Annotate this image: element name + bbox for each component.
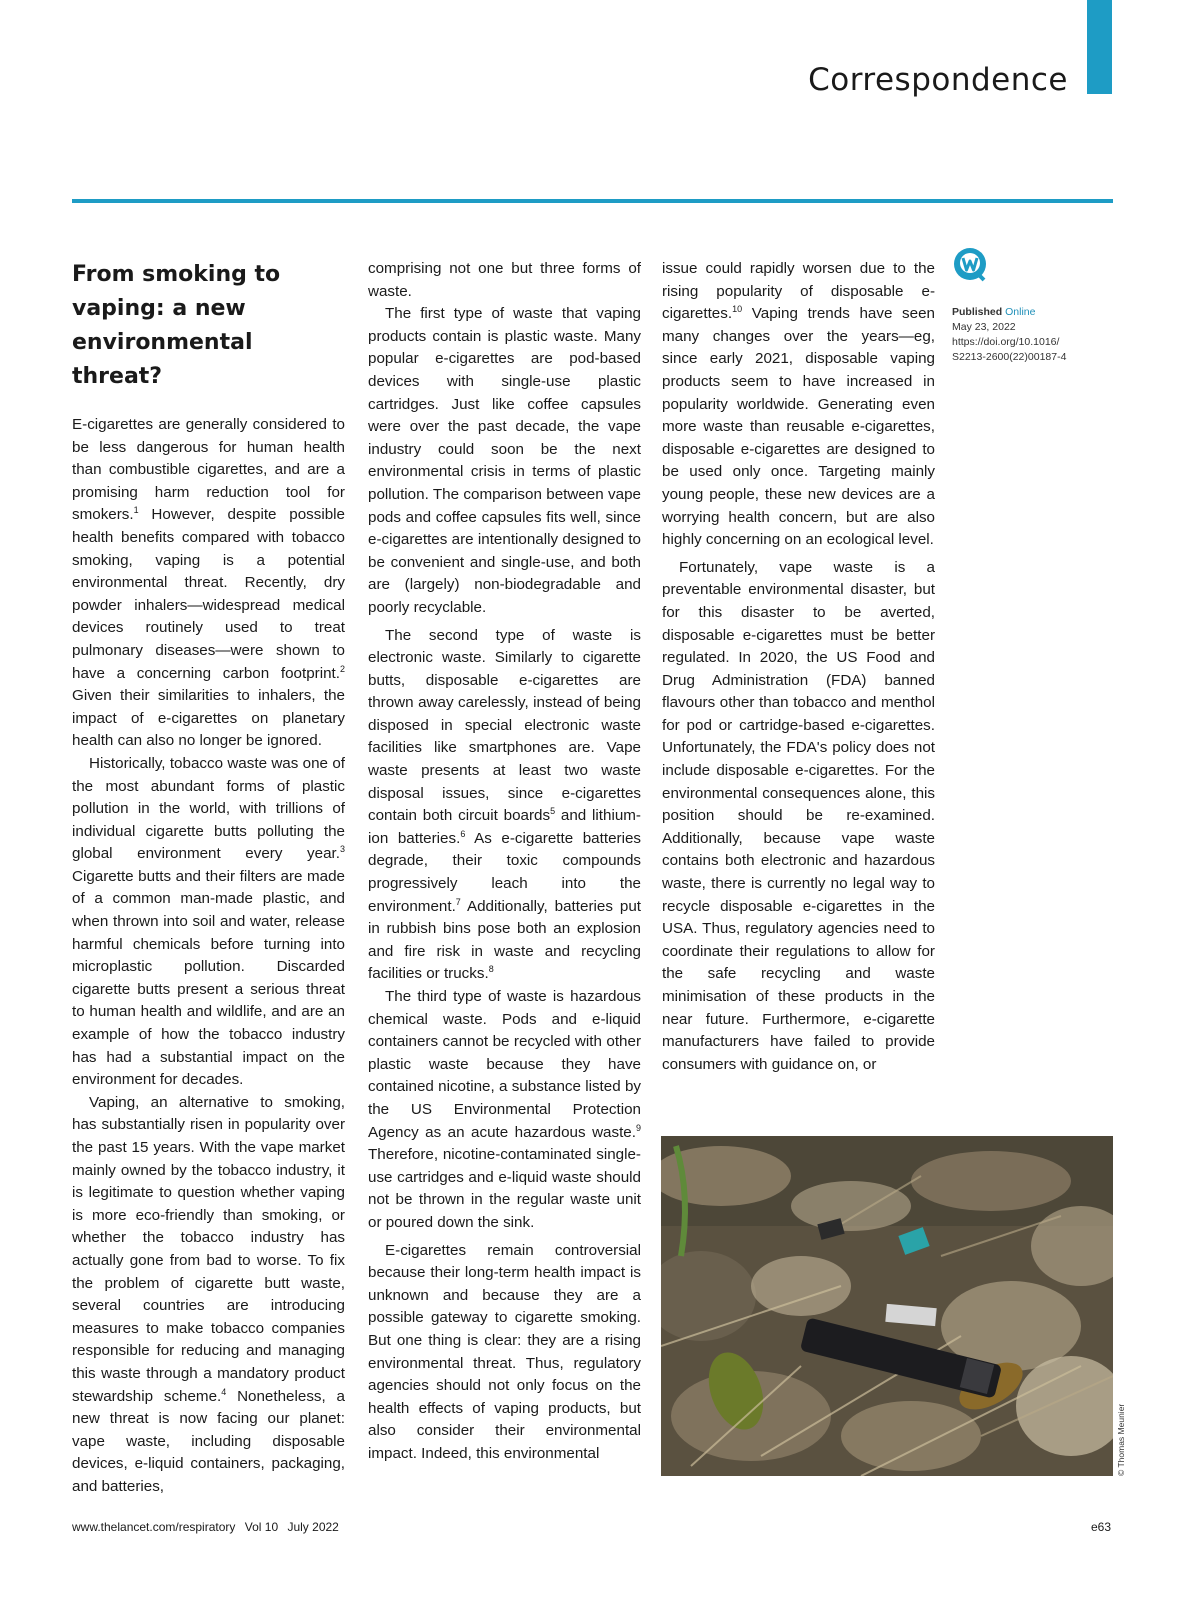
- paragraph: The second type of waste is electronic waste. Similarly to cigarette butts, disposable e-cigarettes are thrown away carelessly, instead of being disposed in special electronic waste facilities like smartphones are. Vape waste presents at least two waste disposal issues, since e-cigarettes contain both circuit boards$^5$ and lithium-ion batteries.$^6$ As e-cigarette batteries degrade, their toxic compounds progressively leach into the environment.$^7$ Additionally, batteries put in rubbish bins pose both an explosion and fire risk in waste and recycling facilities or trucks.$^8$: [368, 626, 641, 983]
- paragraph: E-cigarettes remain controversial because their long-term health impact is unknown and because they are a possible gateway to cigarette smoking. But one thing is clear: they are a rising environmental threat. Thus, regulatory agencies should not only focus on the health effects of vaping products, but also consider their environmental impact. Indeed, this environmental: [368, 1241, 641, 1462]
- title-line-1: From smoking to: [72, 262, 281, 287]
- paragraph: Vaping, an alternative to smoking, has substantially risen in popularity over the past 15 years. With the vape market mainly owned by the tobacco industry, it is legitimate to question whether vaping is more eco-friendly than smoking, or whether the tobacco industry has actually gone from bad to worse. To fix the problem of cigarette butt waste, several countries are introducing measures to make tobacco companies responsible for reducing and managing this waste through a mandatory product stewardship scheme.$^4$ Nonetheless, a new threat is now facing our planet: vape waste, including disposable devices, e-liquid containers, packaging, and batteries,: [72, 1093, 345, 1495]
- online-link[interactable]: Online: [1005, 306, 1036, 318]
- journal-url[interactable]: www.thelancet.com/respiratory: [72, 1520, 236, 1534]
- paragraph: E-cigarettes are generally considered to be less dangerous for human health than combustible cigarettes, and are a promising harm reduction tool for smokers.$^1$ However, despite possible health benefits compared with tobacco smoking, vaping is a potential environmental threat. Recently, dry powder inhalers—widespread medical devices routinely used to treat pulmonary diseases—were shown to have a concerning carbon footprint.$^2$ Given their similarities to inhalers, the impact of e-cigarettes on planetary health can also no longer be ignored.: [72, 416, 345, 750]
- title-line-3: environmental threat?: [72, 330, 253, 389]
- page-number: e63: [1090, 1520, 1111, 1534]
- reference-mark: 2: [339, 663, 345, 674]
- volume: Vol 10: [244, 1520, 279, 1534]
- doi-id: S2213-2600(22)00187-4: [952, 351, 1067, 363]
- vape-waste-photo: [661, 1136, 1113, 1476]
- title-line-2: vaping: a new: [72, 296, 246, 321]
- reference-mark: 6: [460, 828, 466, 839]
- reference-mark: 10: [732, 304, 743, 315]
- crossmark-icon[interactable]: [952, 246, 988, 282]
- paragraph: comprising not one but three forms of waste.: [368, 260, 641, 300]
- column-2: [368, 258, 641, 1465]
- doi-link[interactable]: https://doi.org/10.1016/: [952, 336, 1060, 348]
- section-tab-bar: [1087, 0, 1112, 94]
- reference-mark: 4: [221, 1386, 227, 1397]
- column-3: [662, 258, 935, 1076]
- published-label: Published: [952, 306, 1003, 318]
- article-title: [72, 258, 345, 394]
- footer-citation: [72, 1520, 345, 1534]
- publication-date: May 23, 2022: [952, 321, 1016, 333]
- reference-mark: 8: [488, 964, 494, 975]
- publication-info: [952, 305, 1092, 365]
- paragraph: The third type of waste is hazardous chemical waste. Pods and e-liquid containers cannot be recycled with other plastic waste because they have contained nicotine, a substance listed by the US Environmental Protection Agency as an acute hazardous waste.$^9$ Therefore, nicotine-contaminated single-use cartridges and e-liquid waste should not be thrown in the regular waste unit or poured down the sink.: [368, 988, 641, 1231]
- photo-credit: © Thomas Meunier: [1116, 1403, 1126, 1476]
- header-rule: [72, 199, 1113, 203]
- paragraph: Fortunately, vape waste is a preventable environmental disaster, but for this disaster to be averted, disposable e-cigarettes must be better regulated. In 2020, the US Food and Drug Administration (FDA) banned flavours other than tobacco and menthol for pod or cartridge-based e-cigarettes. Unfortunately, the FDA's policy does not include disposable e-cigarettes. For the environmental consequences alone, this position should be re-examined. Additionally, because vape waste contains both electronic and hazardous waste, there is currently no legal way to recycle disposable e-cigarettes in the USA. Thus, regulatory agencies need to coordinate their regulations to allow for the safe recycling and waste minimisation of these products in the near future. Furthermore, e-cigarette manufacturers have failed to provide consumers with guidance on, or: [662, 558, 935, 1073]
- paragraph: The first type of waste that vaping products contain is plastic waste. Many popular e-cigarettes are pod-based devices with single-use plastic cartridges. Just like coffee capsules were over the past decade, the vape industry could soon be the next environmental crisis in terms of plastic pollution. The comparison between vape pods and coffee capsules fits well, since e-cigarettes are intentionally designed to be convenient and single-use, and both are (largely) non-biodegradable and poorly recyclable.: [368, 305, 641, 616]
- reference-mark: 5: [550, 806, 556, 817]
- paragraph: issue could rapidly worsen due to the rising popularity of disposable e-cigarettes.$^{10}$ Vaping trends have seen many changes over the years—eg, since early 2021, disposable vaping products seem to have increased in popularity worldwide. Generating even more waste than reusable e-cigarettes, disposable e-cigarettes are designed to be used only once. Targeting mainly young people, these new devices are a worrying health concern, but are also highly concerning on an ecological level.: [662, 260, 935, 549]
- paragraph: Historically, tobacco waste was one of the most abundant forms of plastic pollution in the world, with trillions of individual cigarette butts polluting the global environment every year.$^3$ Cigarette butts and their filters are made of a common man-made plastic, and when thrown into soil and water, release harmful chemicals before turning into microplastic pollution. Discarded cigarette butts present a serious threat to human health and wildlife, and are an example of how the tobacco industry has had a substantial impact on the environment for decades.: [72, 754, 345, 1089]
- reference-mark: 1: [133, 505, 139, 516]
- reference-mark: 3: [339, 844, 345, 855]
- reference-mark: 7: [455, 896, 461, 907]
- column-1: [72, 258, 345, 1499]
- section-title: Correspondence: [808, 62, 1068, 98]
- issue-date: July 2022: [287, 1520, 339, 1534]
- reference-mark: 9: [635, 1122, 641, 1133]
